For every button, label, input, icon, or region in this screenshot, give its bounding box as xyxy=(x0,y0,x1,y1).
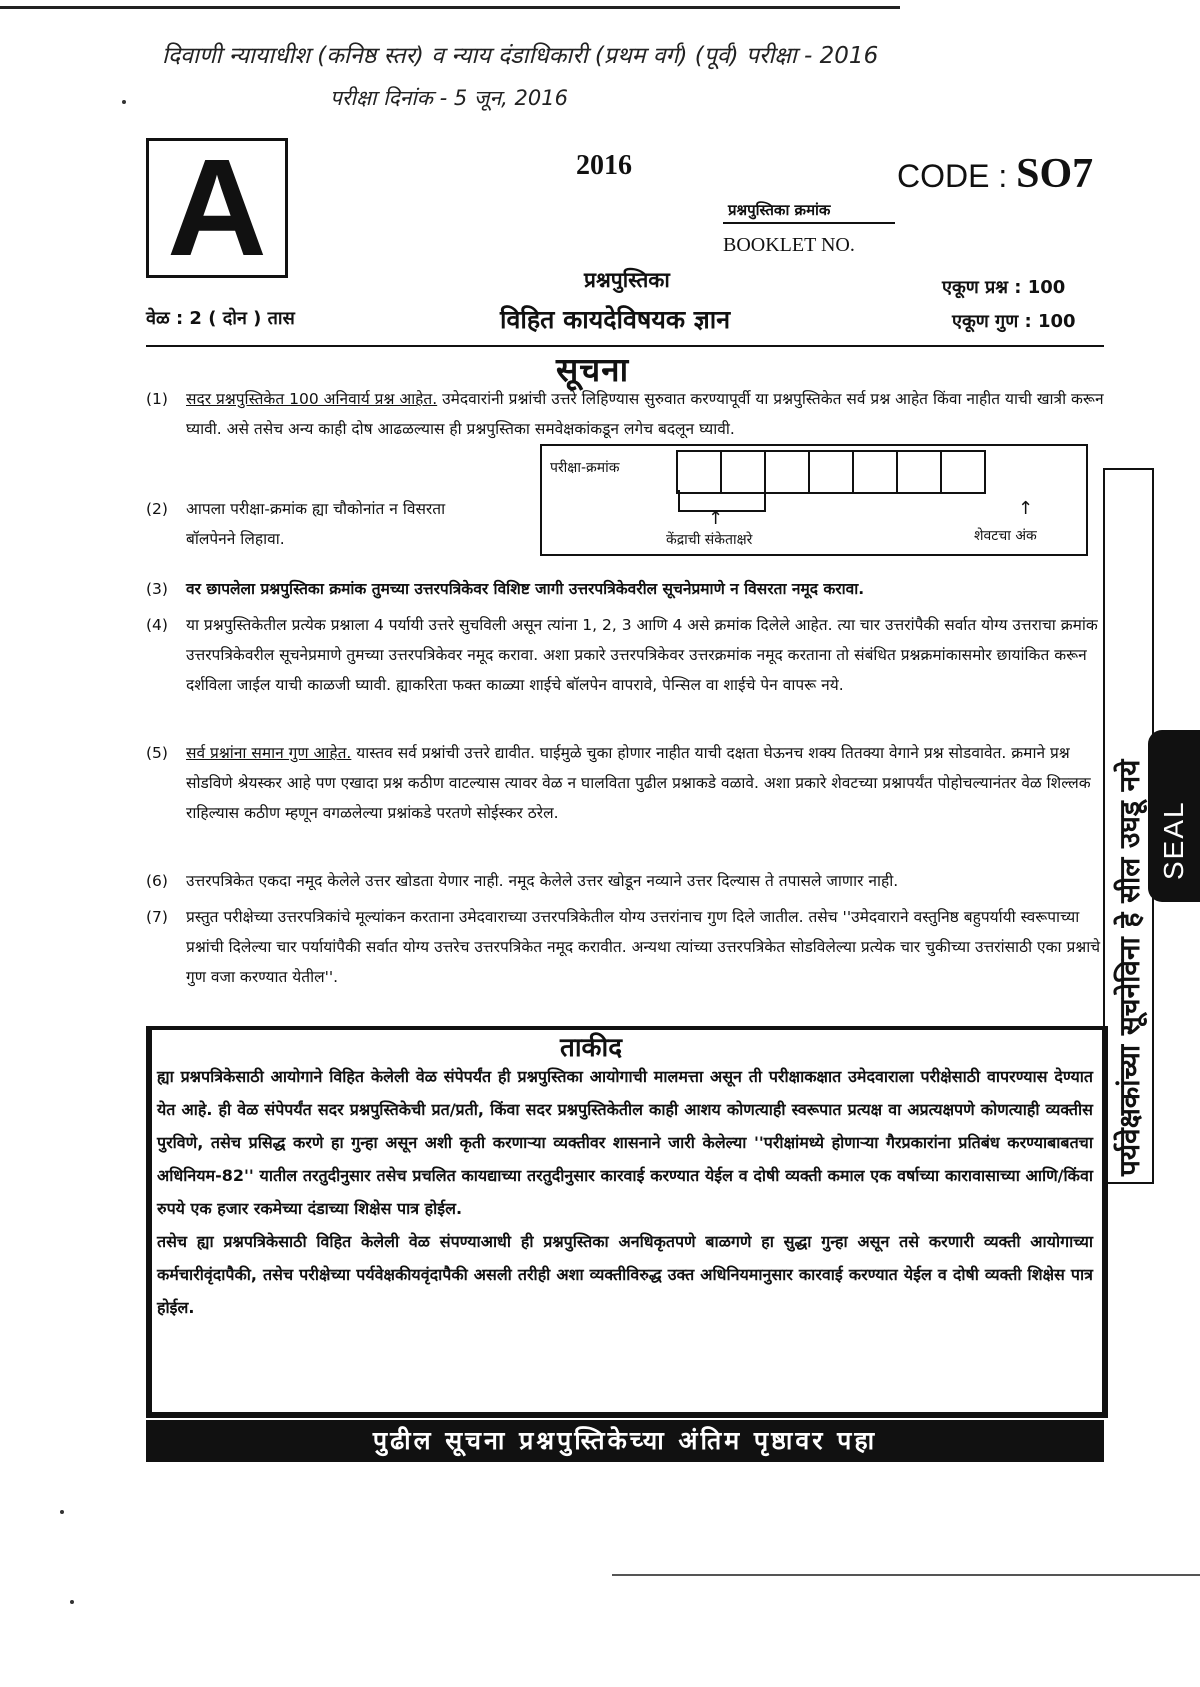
booklet-no-marathi: प्रश्नपुस्तिका क्रमांक xyxy=(728,201,831,219)
exam-number-cell[interactable] xyxy=(676,450,722,494)
seal-border-left xyxy=(1103,468,1105,1184)
code-label: CODE : xyxy=(897,158,1008,194)
instruction-body: उमेदवारांनी प्रश्नांची उत्तरे लिहिण्यास सुरुवात करण्यापूर्वी या प्रश्नपुस्तिकेत सर्व प्रश्न आहेत किंवा नाहीत याची खात्री करून घ्यावी. असे तसेच अन्य काही दोष आढळल्यास ही प्रश्नपुस्तिका समवेक्षकांकडून लगेच बदलून घ्यावी. xyxy=(186,390,1104,438)
exam-number-cell[interactable] xyxy=(896,450,942,494)
last-digit-label: शेवटचा अंक xyxy=(974,528,1037,544)
exam-number-cell[interactable] xyxy=(940,450,986,494)
instruction-text: आपला परीक्षा-क्रमांक ह्या चौकोनांत न विसरता बॉलपेनने लिहावा. xyxy=(186,500,446,548)
instruction-text: वर छापलेला प्रश्नपुस्तिका क्रमांक तुमच्या उत्तरपत्रिकेवर विशिष्ट जागी उत्तरपत्रिकेवरील सूचनेप्रमाणे न विसरता नमूद करावा. xyxy=(186,580,865,598)
instruction-number: (6) xyxy=(146,872,168,890)
instruction-text: प्रस्तुत परीक्षेच्या उत्तरपत्रिकांचे मूल्यांकन करताना उमेदवाराच्या उत्तरपत्रिकेतील योग्य उत्तरांनाच गुण दिले जातील. तसेच ''उमेदवाराने वस्तुनिष्ठ बहुपर्यायी स्वरूपाच्या प्रश्नांची दिलेल्या चार पर्यायांपैकी सर्वात योग्य उत्तरेच उत्तरपत्रिकेत नमूद करावीत. अन्यथा त्यांच्या उत्तरपत्रिकेत सोडविलेल्या प्रत्येक चार चुकीच्या उत्तरांसाठी एका प्रश्नाचे गुण वजा करण्यात येतील''. xyxy=(186,908,1101,986)
warning-paragraph-2: तसेच ह्या प्रश्नपत्रिकेसाठी विहित केलेली वेळ संपण्याआधी ही प्रश्नपुस्तिका अनधिकृतपणे बाळगणे हा सुद्धा गुन्हा असून तसे करणारी व्यक्ती आयोगाच्या कर्मचारीवृंदापैकी, तसेच परीक्षेच्या पर्यवेक्षकीयवृंदापैकी असली तरीही अशा व्यक्तीविरुद्ध उक्त अधिनियमानुसार कारवाई करण्यात येईल व दोषी व्यक्ती शिक्षेस पात्र होईल. xyxy=(157,1232,1093,1317)
warning-title: ताकीद xyxy=(560,1033,623,1063)
up-arrow-icon: ↑ xyxy=(708,508,724,529)
instruction-item-7 xyxy=(146,902,1106,992)
exam-number-cell[interactable] xyxy=(852,450,898,494)
instruction-text: उत्तरपत्रिकेत एकदा नमूद केलेले उत्तर खोडता येणार नाही. नमूद केलेले उत्तर खोडून नव्याने उत्तर दिल्यास ते तपासले जाणार नाही. xyxy=(186,872,899,890)
instructions-title: सूचना xyxy=(556,350,630,389)
total-marks: एकूण गुण : 100 xyxy=(952,311,1076,332)
exam-number-cell[interactable] xyxy=(720,450,766,494)
exam-number-cells[interactable] xyxy=(678,450,986,494)
instruction-text xyxy=(186,384,1106,444)
next-instructions-banner: पुढील सूचना प्रश्नपुस्तिकेच्या अंतिम पृष्ठावर पहा xyxy=(146,1420,1104,1462)
instruction-number: (3) xyxy=(146,580,168,598)
instruction-body: यास्तव सर्व प्रश्नांची उत्तरे द्यावीत. घाईमुळे चुका होणार नाहीत याची दक्षता घेऊनच शक्य तितक्या वेगाने प्रश्न सोडवावेत. क्रमाने प्रश्न सोडविणे श्रेयस्कर आहे पण एखादा प्रश्न कठीण वाटल्यास त्यावर वेळ न घालविता पुढील प्रश्नाकडे वळावे. अशा प्रकारे शेवटच्या प्रश्नापर्यंत पोहोचल्यानंतर वेळ शिल्लक राहिल्यास कठीण म्हणून वगळलेल्या प्रश्नांकडे परतणे सोईस्कर ठरेल. xyxy=(186,744,1091,822)
exam-time: वेळ : 2 ( दोन ) तास xyxy=(146,308,295,329)
center-code-label: केंद्राची संकेताक्षरे xyxy=(666,532,753,548)
warning-text xyxy=(157,1060,1093,1324)
series-letter-box xyxy=(146,131,288,285)
instruction-lead: सर्व प्रश्नांना समान गुण आहेत. xyxy=(186,744,352,762)
instruction-item-1 xyxy=(146,384,1106,444)
total-questions: एकूण प्रश्न : 100 xyxy=(942,277,1066,298)
exam-number-box xyxy=(540,444,1088,556)
instruction-number: (1) xyxy=(146,390,168,408)
scan-speck xyxy=(122,100,126,104)
seal-tab[interactable] xyxy=(1148,730,1200,902)
instruction-lead: सदर प्रश्नपुस्तिकेत 100 अनिवार्य प्रश्न आहेत. xyxy=(186,390,438,408)
instruction-item-5 xyxy=(146,738,1106,828)
instruction-number: (5) xyxy=(146,744,168,762)
up-arrow-icon: ↑ xyxy=(1018,498,1034,519)
instruction-text xyxy=(186,738,1106,828)
instruction-item-2 xyxy=(146,494,486,554)
scan-speck xyxy=(70,1600,74,1604)
instruction-number: (2) xyxy=(146,500,168,518)
handwritten-exam-date: परीक्षा दिनांक - 5 जून, 2016 xyxy=(330,86,568,110)
code-value: SO7 xyxy=(1016,151,1094,197)
exam-year: 2016 xyxy=(576,150,632,181)
seal-border-top xyxy=(1103,468,1154,470)
series-letter: A xyxy=(167,131,267,285)
seal-warning-vertical: पर्यवेक्षकांच्या सूचनेविना हे सील उघडू नये xyxy=(1113,759,1146,1176)
instruction-text: या प्रश्नपुस्तिकेतील प्रत्येक प्रश्नाला 4 पर्यायी उत्तरे सुचविली असून त्यांना 1, 2, 3 आणि 4 असे क्रमांक दिलेले आहेत. त्या चार उत्तरांपैकी सर्वात योग्य उत्तराचा क्रमांक उत्तरपत्रिकेवरील सूचनेप्रमाणे तुमच्या उत्तरपत्रिकेवर नमूद करावा. अशा प्रकारे उत्तरपत्रिकेवर उत्तरक्रमांक नमूद करताना तो संबंधित प्रश्नक्रमांकासमोर छायांकित करून दर्शविला जाईल याची काळजी घ्यावी. ह्याकरिता फक्त काळ्या शाईचे बॉलपेन वापरावे, पेन्सिल वा शाईचे पेन वापरू नये. xyxy=(186,616,1098,694)
subject-title: विहित कायदेविषयक ज्ञान xyxy=(500,305,731,334)
exam-number-cell[interactable] xyxy=(764,450,810,494)
booklet-label: प्रश्नपुस्तिका xyxy=(584,268,670,292)
instruction-number: (4) xyxy=(146,616,168,634)
seal-label: SEAL xyxy=(1158,800,1189,880)
instruction-item-6 xyxy=(146,866,1106,896)
exam-number-label: परीक्षा-क्रमांक xyxy=(550,460,620,476)
booklet-no-english: BOOKLET NO. xyxy=(723,222,895,257)
exam-number-cell[interactable] xyxy=(808,450,854,494)
handwritten-exam-title: दिवाणी न्यायाधीश (कनिष्ठ स्तर) व न्याय दंडाधिकारी (प्रथम वर्ग) (पूर्व) परीक्षा - 2016 xyxy=(162,43,879,69)
seal-border-bottom xyxy=(1103,1182,1154,1184)
top-rule xyxy=(0,6,900,9)
warning-paragraph-1: ह्या प्रश्नपत्रिकेसाठी आयोगाने विहित केलेली वेळ संपेपर्यंत ही प्रश्नपुस्तिका आयोगाची मालमत्ता असून ती परीक्षाकक्षात उमेदवाराला परीक्षेसाठी वापरण्यास देण्यात येत आहे. ही वेळ संपेपर्यंत सदर प्रश्नपुस्तिकेची प्रत/प्रती, किंवा सदर प्रश्नपुस्तिकेतील काही आशय कोणत्याही स्वरूपात प्रत्यक्ष वा अप्रत्यक्षपणे कोणत्याही व्यक्तीस पुरविणे, तसेच प्रसिद्ध करणे हा गुन्हा असून अशी कृती करणाऱ्या व्यक्तीवर शासनाने जारी केलेल्या ''परीक्षांमध्ये होणाऱ्या गैरप्रकारांना प्रतिबंध करण्याबाबतचा अधिनियम-82'' यातील तरतुदीनुसार तसेच प्रचलित कायद्याच्या तरतुदीनुसार कारवाई करण्यात येईल व दोषी व्यक्ती कमाल एक वर्षाच्या कारावासाच्या आणि/किंवा रुपये एक हजार रकमेच्या दंडाच्या शिक्षेस पात्र होईल. xyxy=(157,1067,1093,1218)
instruction-item-3 xyxy=(146,574,1106,604)
paper-code xyxy=(897,150,1093,198)
instruction-item-4 xyxy=(146,610,1106,700)
instruction-number: (7) xyxy=(146,908,168,926)
bottom-rule xyxy=(612,1574,1200,1576)
scan-speck xyxy=(60,1510,64,1514)
